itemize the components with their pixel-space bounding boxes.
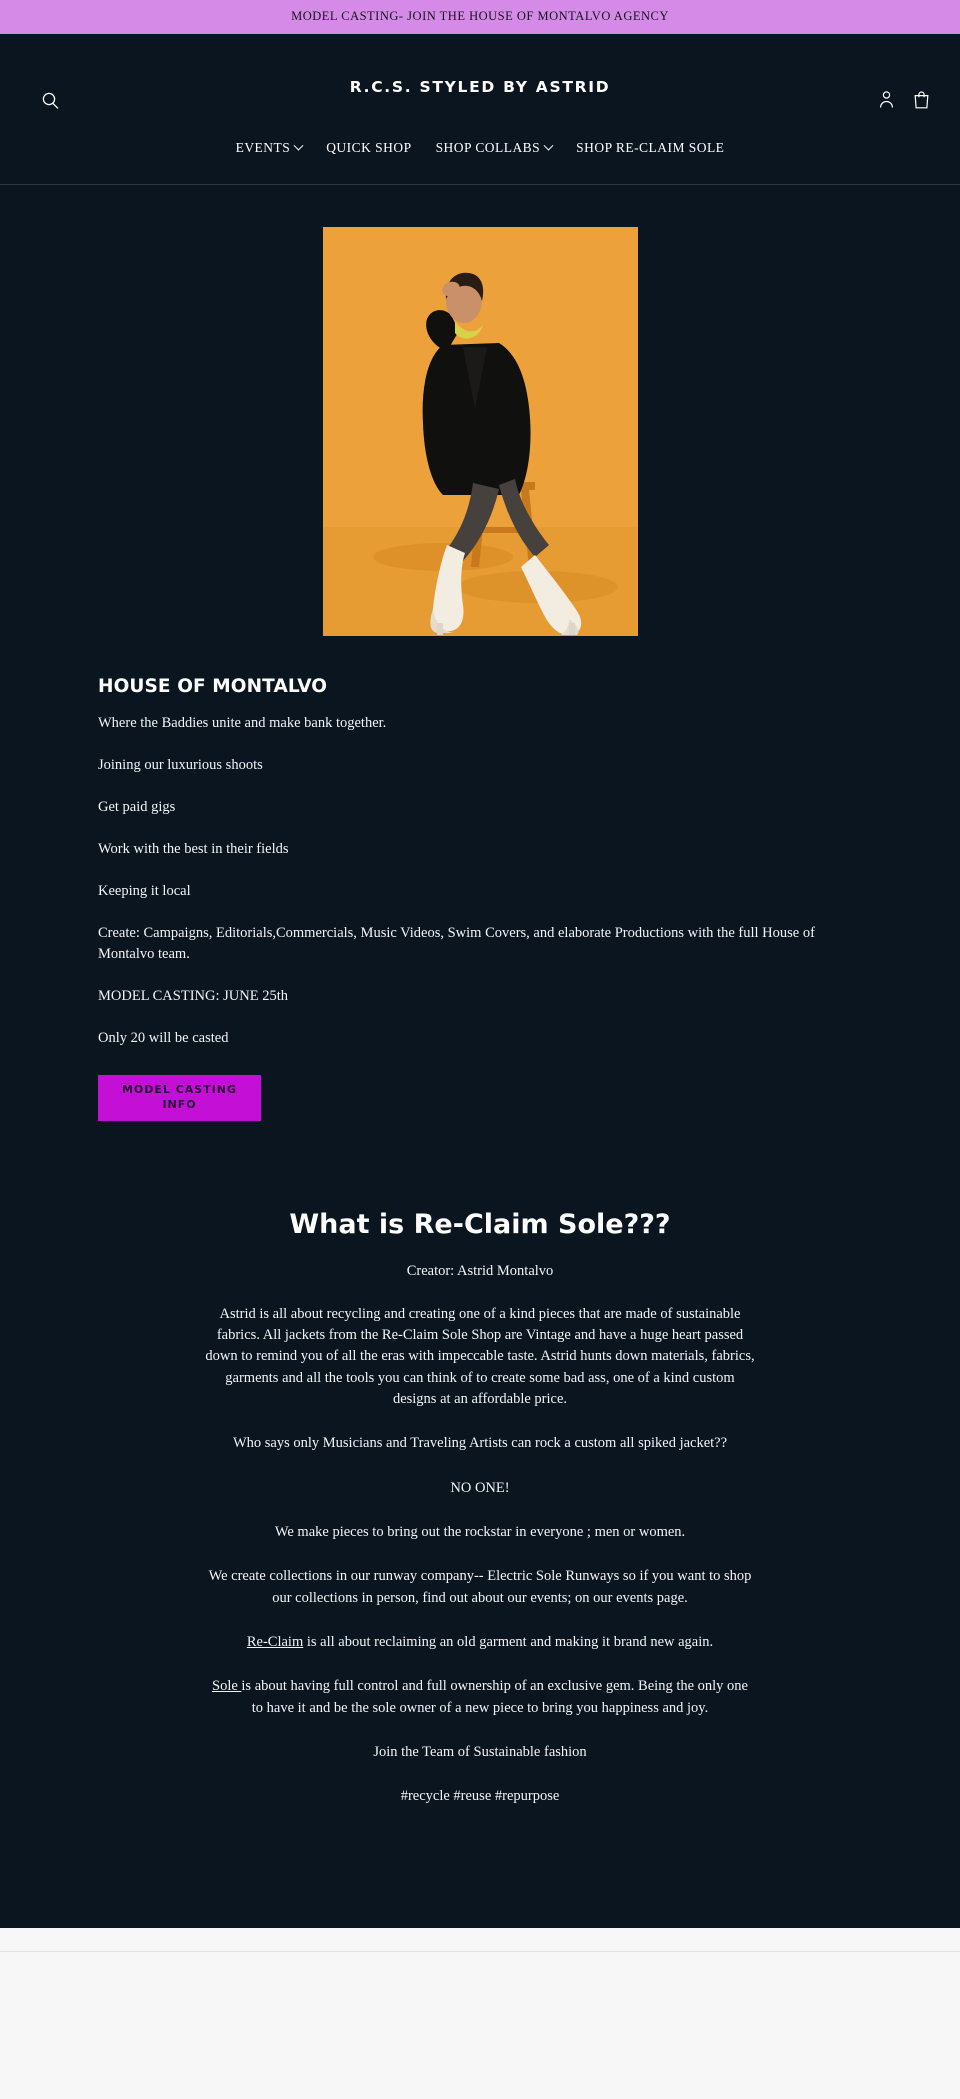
site-title[interactable]: R.C.S. STYLED BY ASTRID: [349, 78, 611, 96]
montalvo-paragraph: Joining our luxurious shoots: [98, 757, 263, 774]
montalvo-casting-date: MODEL CASTING: JUNE 25th: [98, 988, 288, 1005]
montalvo-paragraph: Work with the best in their fields: [98, 841, 289, 858]
cart-button[interactable]: [913, 90, 930, 112]
nav-item-label: SHOP COLLABS: [435, 140, 541, 155]
announcement-bar[interactable]: [0, 0, 960, 34]
search-button[interactable]: [38, 90, 62, 114]
sole-term: Sole: [212, 1678, 242, 1695]
nav-item-events[interactable]: [224, 140, 315, 156]
site-header: [0, 34, 960, 185]
header-actions: [878, 90, 930, 112]
montalvo-paragraph: Get paid gigs: [98, 799, 176, 816]
reclaim-paragraph: We create collections in our runway company-- Electric Sole Runways so if you want to shop our collections in person, find out about our events; on our events page.: [208, 1568, 752, 1606]
montalvo-paragraph: Create: Campaigns, Editorials,Commercials, Music Videos, Swim Covers, and elaborate Productions with the full House of Montalvo team.: [98, 925, 815, 963]
hero-image-section: [0, 185, 960, 636]
montalvo-paragraph: Keeping it local: [98, 883, 191, 900]
model-casting-info-button[interactable]: MODEL CASTING INFO: [98, 1075, 261, 1121]
reclaim-hashtags: #recycle #reuse #repurpose: [400, 1788, 560, 1805]
nav-item-label: EVENTS: [235, 140, 291, 155]
reclaim-paragraph: Astrid is all about recycling and creating one of a kind pieces that are made of sustainable fabrics. All jackets from the Re-Claim Sole Shop are Vintage and have a huge heart passed down to remind you of all the eras with impeccable taste. Astrid hunts down materials, fabrics, garments and all the tools you can think of to create some bad ass, one of a kind custom designs at an affordable price.: [205, 1305, 755, 1408]
sole-term-description: is about having full control and full ownership of an exclusive gem. Being the only one to have it and be the sole owner of a new piece to bring you happiness and joy.: [241, 1678, 748, 1716]
cart-icon: [913, 90, 930, 112]
reclaim-paragraph: NO ONE!: [450, 1479, 510, 1496]
reclaim-heading: What is Re-Claim Sole???: [289, 1208, 671, 1240]
account-button[interactable]: [878, 90, 895, 112]
nav-item-label: QUICK SHOP: [326, 140, 412, 155]
montalvo-casting-limit: Only 20 will be casted: [98, 1030, 229, 1047]
chevron-down-icon: [544, 140, 554, 150]
nav-item-quick-shop[interactable]: [314, 140, 423, 156]
reclaim-paragraph: We make pieces to bring out the rockstar in everyone ; men or women.: [274, 1524, 686, 1541]
reclaim-definition-line: [205, 1632, 755, 1653]
account-icon: [878, 90, 895, 112]
header-title-area: [24, 62, 936, 118]
announcement-text: MODEL CASTING- JOIN THE HOUSE OF MONTALVO AGENCY: [291, 9, 669, 23]
nav-item-shop-re-claim-sole[interactable]: [564, 140, 736, 156]
chevron-down-icon: [294, 140, 304, 150]
reclaim-paragraph: Who says only Musicians and Traveling Artists can rock a custom all spiked jacket??: [232, 1435, 728, 1452]
reclaim-closing-line: Join the Team of Sustainable fashion: [373, 1743, 587, 1760]
reclaim-creator: Creator: Astrid Montalvo: [406, 1262, 554, 1279]
search-icon: [41, 91, 60, 113]
what-is-reclaim-sole-section: [0, 1121, 960, 1928]
sole-definition-line: [205, 1676, 755, 1719]
reclaim-term-description: is all about reclaiming an old garment and making it brand new again.: [303, 1633, 714, 1650]
nav-item-shop-collabs[interactable]: [424, 140, 565, 156]
main-navigation: [24, 118, 936, 184]
montalvo-paragraph: Where the Baddies unite and make bank together.: [98, 715, 387, 731]
hero-image: [323, 227, 638, 636]
montalvo-heading: HOUSE OF MONTALVO: [98, 676, 328, 697]
nav-item-label: SHOP RE-CLAIM SOLE: [576, 140, 725, 155]
reclaim-term: Re-Claim: [246, 1633, 304, 1650]
footer-strip: [0, 1951, 960, 2099]
house-of-montalvo-section: [0, 636, 960, 1121]
